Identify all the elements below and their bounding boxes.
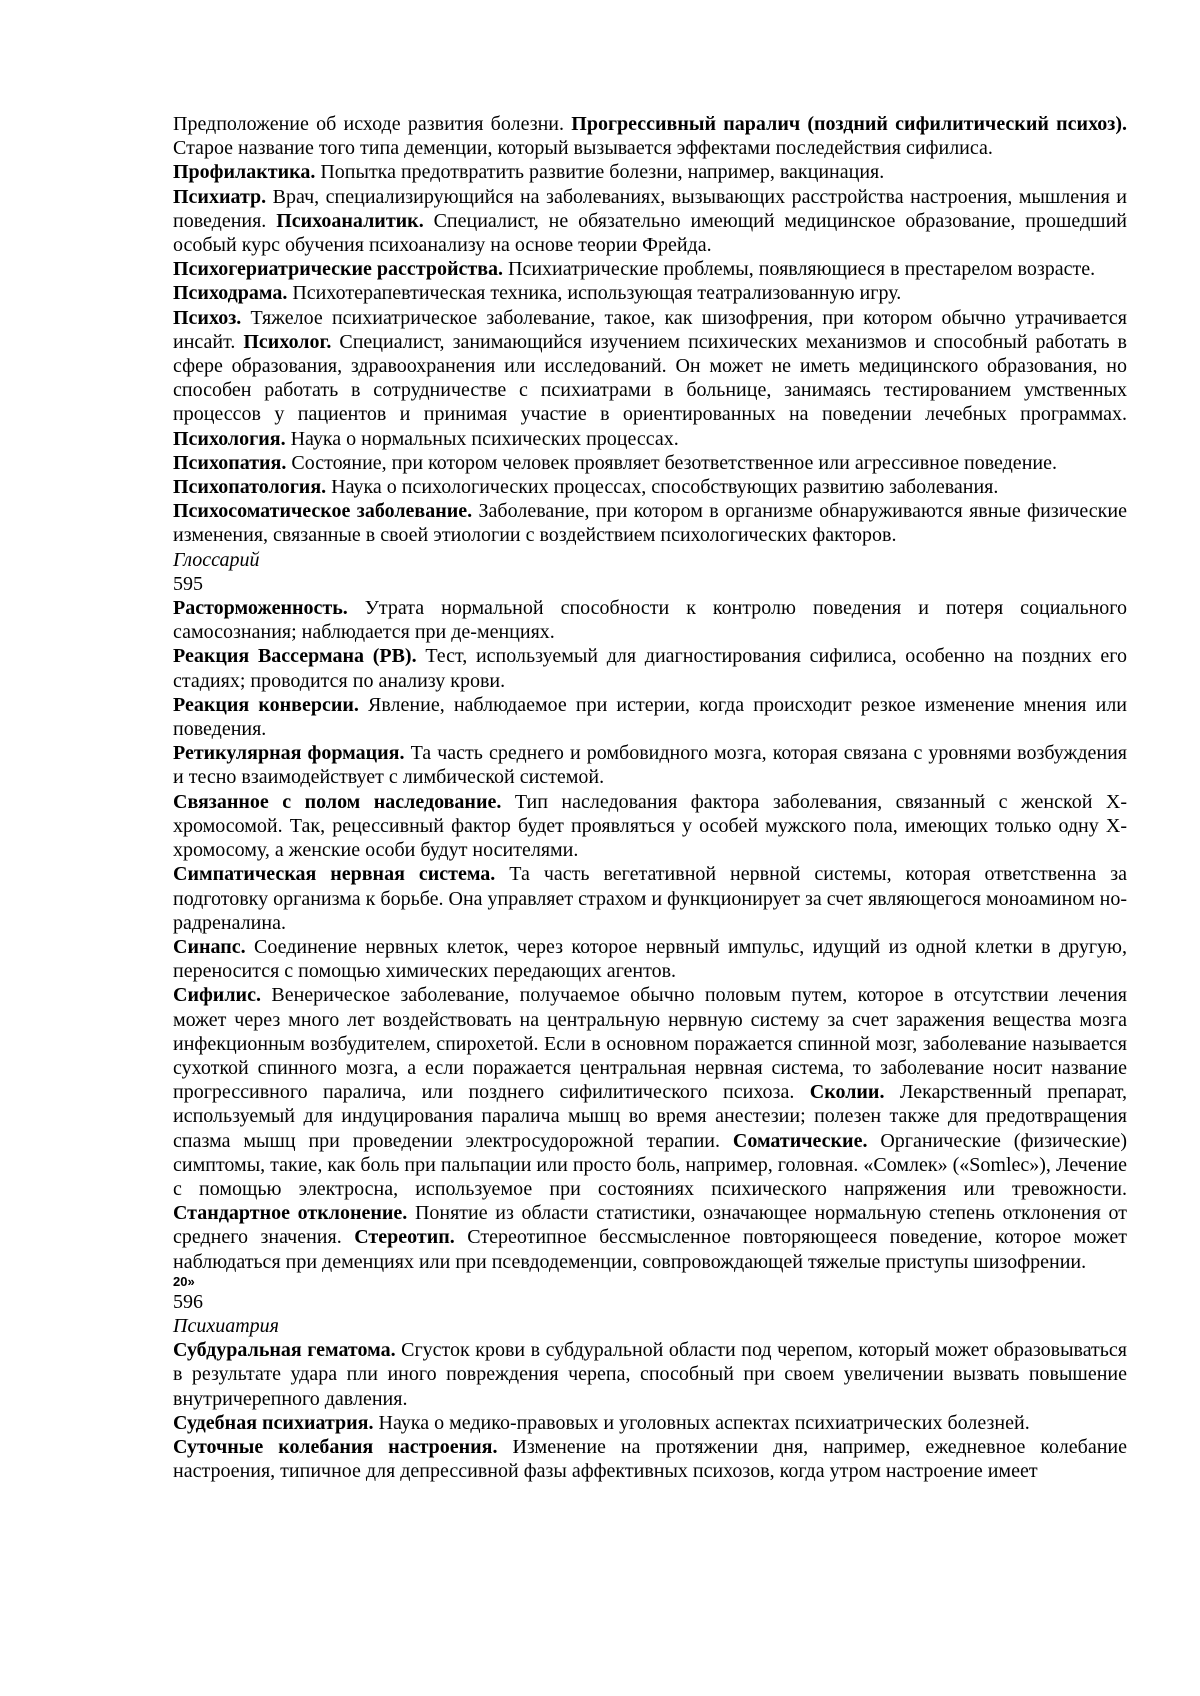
glossary-term: Стереотип. — [354, 1226, 455, 1249]
glossary-text: Соединение нервных клеток, через которое нервный импульс, идущий из одной клетки в другую, переносится с помощью химических передающих агентов. — [173, 935, 1127, 983]
page-number: 595 — [173, 572, 203, 595]
glossary-term: Синапс. — [173, 935, 246, 958]
glossary-entry — [173, 693, 1127, 741]
glossary-text: Наука о медико-правовых и уголовных аспектах психиатрических болезней. — [373, 1411, 1030, 1434]
glossary-text: Венерическое заболевание, получаемое обычно половым путем, которое в отсутствии лечения может через много лет воздействовать на центральную нервную систему за счет заражения вещества мозга инфекционным возбудителем, спирохетой. Если в основном поражается спинной мозг, заболевание называется сухоткой спинного мозга, а если поражается центральная нервная система, то заболевание носит название прогрессивного паралича, или позднего сифилитического психоза. — [173, 984, 1127, 1104]
glossary-entry — [173, 475, 1127, 499]
glossary-text: Сгусток крови в субдуральной области под черепом, который может образовываться в результате удара пли иного повреждения черепа, способный при своем увеличении вызвать повышение внутричерепного давления. — [173, 1339, 1127, 1410]
glossary-term: Реакция конверсии. — [173, 693, 359, 716]
glossary-entry — [173, 1411, 1127, 1435]
glossary-term: Психопатология. — [173, 476, 327, 499]
glossary-text: Состояние, при котором человек проявляет безответственное или агрессивное поведение. — [286, 451, 1057, 474]
glossary-entry — [173, 790, 1127, 863]
glossary-text: Понятие из области статистики, означающее нормальную степень отклонения от среднего значения. — [173, 1202, 1127, 1249]
running-header: Глоссарий — [173, 548, 260, 571]
glossary-text: Наука о нормальных психических процессах. — [285, 427, 679, 450]
glossary-text: Утрата нормальной способности к контролю поведения и потеря социального самосознания; наблюдается при де-менциях. — [173, 597, 1127, 644]
glossary-term: Психология. — [173, 427, 286, 450]
glossary-term: Расторможенность. — [173, 597, 348, 620]
glossary-term: Сколии. — [809, 1081, 885, 1104]
glossary-entry — [173, 596, 1127, 644]
glossary-term: Прогрессивный паралич (поздний сифилитический психоз). — [571, 113, 1127, 135]
glossary-text: Та часть вегетативной нервной системы, которая ответственна за подготовку организма к борьбе. Она управляет страхом и функционирует за счет являющегося моноамином но-радреналина. — [173, 863, 1127, 934]
glossary-text: Наука о психологических процессах, способствующих развитию заболевания. — [326, 476, 999, 499]
glossary-entry — [173, 1338, 1127, 1411]
glossary-text: Заболевание, при котором в организме обнаруживаются явные физические изменения, связанные в своей этиологии с воздействием психологических факторов. — [173, 500, 1127, 547]
glossary-term: Субдуральная гематома. — [173, 1339, 396, 1362]
glossary-page — [173, 112, 1127, 1483]
glossary-entry — [173, 862, 1127, 935]
glossary-text: Тяжелое психиатрическое заболевание, такое, как шизофрения, при котором обычно утрачивается инсайт. — [173, 306, 1127, 353]
glossary-entry — [173, 935, 1127, 983]
glossary-entry — [173, 257, 1127, 281]
glossary-term: Связанное с полом наследование. — [173, 790, 502, 813]
glossary-term: Психодрама. — [173, 282, 288, 305]
glossary-term: Психолог. — [243, 330, 332, 353]
glossary-text: Тест, используемый для диагностирования сифилиса, особенно на поздних его стадиях; проводится по анализу крови. — [173, 645, 1127, 692]
glossary-term: Симпатическая нервная система. — [173, 863, 496, 886]
glossary-term: Соматические. — [732, 1129, 868, 1152]
running-header: Психиатрия — [173, 1314, 279, 1337]
glossary-text: Психиатрические проблемы, появляющиеся в престарелом возрасте. — [503, 258, 1096, 281]
glossary-entry — [173, 644, 1127, 692]
glossary-term: Сифилис. — [173, 984, 261, 1007]
glossary-text: Та часть среднего и ромбовидного мозга, которая связана с уровнями возбуждения и тесно взаимодействует с лимбической системой. — [173, 742, 1127, 789]
page-number: 596 — [173, 1290, 203, 1313]
glossary-term: Стандартное отклонение. — [173, 1202, 408, 1225]
glossary-text: Изменение на протяжении дня, например, ежедневное колебание настроения, типичное для депрессивной фазы аффективных психозов, когда утром настроение имеет — [173, 1435, 1127, 1483]
glossary-term: Суточные колебания настроения. — [173, 1435, 498, 1458]
glossary-term: Психоаналитик. — [276, 209, 424, 232]
glossary-entry — [173, 451, 1127, 475]
glossary-term: Реакция Вассермана (РВ). — [173, 645, 417, 668]
glossary-term: Психоз. — [173, 306, 242, 329]
glossary-text: Стереотипное бессмысленное повторяющееся поведение, которое может наблюдаться при деменциях или при псевдодеменции, совпровождающей тяжелые приступы шизофрении. — [173, 1226, 1127, 1273]
glossary-text: Предположение об исходе развития болезни. — [173, 113, 572, 135]
glossary-text: Специалист, занимающийся изучением психических механизмов и способный работать в сфере образования, здравоохранения или исследований. Он может не иметь медицинского образования, но способен работать в сотрудничестве с психиатрами в больнице, занимаясь тестированием умственных процессов у пациентов и принимая участие в ориентированных на поведении лечебных программах. — [173, 330, 1128, 426]
glossary-entry — [173, 112, 1127, 160]
glossary-entry — [173, 160, 1127, 184]
glossary-text: Органические (физические) симптомы, такие, как боль при пальпации или просто боль, например, головная. «Сомлек» («Somlec»), Лечение с помощью электросна, используемое при состояниях психического напряжения или тревожности. — [173, 1129, 1127, 1200]
glossary-term: Профилактика. — [173, 161, 316, 184]
glossary-term: Психопатия. — [173, 451, 287, 474]
glossary-text: Специалист, не обязательно имеющий медицинское образование, прошедший особый курс обучения психоанализу на основе теории Фрейда. — [173, 209, 1127, 257]
glossary-term: Психосоматическое заболевание. — [173, 500, 473, 523]
glossary-term: Судебная психиатрия. — [173, 1411, 374, 1434]
glossary-entry — [173, 281, 1127, 305]
glossary-text: Явление, наблюдаемое при истерии, когда происходит резкое изменение мнения или поведения. — [173, 693, 1128, 741]
glossary-entry — [173, 983, 1127, 1273]
glossary-term: Психогериатрические расстройства. — [173, 258, 504, 281]
glossary-entry — [173, 306, 1127, 451]
glossary-entry — [173, 1435, 1127, 1483]
glossary-text: Врач, специализирующийся на заболеваниях, вызывающих расстройства настроения, мышления и поведения. — [173, 185, 1127, 232]
glossary-text: Попытка предотвратить развитие болезни, например, вакцинация. — [315, 161, 885, 184]
glossary-entry — [173, 741, 1127, 789]
glossary-term: Ретикулярная формация. — [173, 742, 405, 765]
signature-mark: 20» — [173, 1273, 195, 1289]
glossary-entry — [173, 499, 1127, 547]
glossary-text: Лекарственный препарат, используемый для индуцирования паралича мышц во время анестезии; полезен также для предотвращения спазма мышц при проведении электросудорожной терапии. — [173, 1081, 1127, 1152]
glossary-text: Тип наследования фактора заболевания, связанный с женской Х-хромосомой. Так, рецессивный фактор будет проявляться у особей мужского пола, имеющих только одну Х-хромосому, а женские особи будут носителями. — [173, 790, 1127, 862]
glossary-text: Старое название того типа деменции, который вызывается эффектами последействия сифилиса. — [173, 137, 993, 160]
glossary-term: Психиатр. — [173, 185, 267, 208]
glossary-entry — [173, 185, 1127, 258]
glossary-text: Психотерапевтическая техника, использующая театрализованную игру. — [287, 282, 902, 305]
